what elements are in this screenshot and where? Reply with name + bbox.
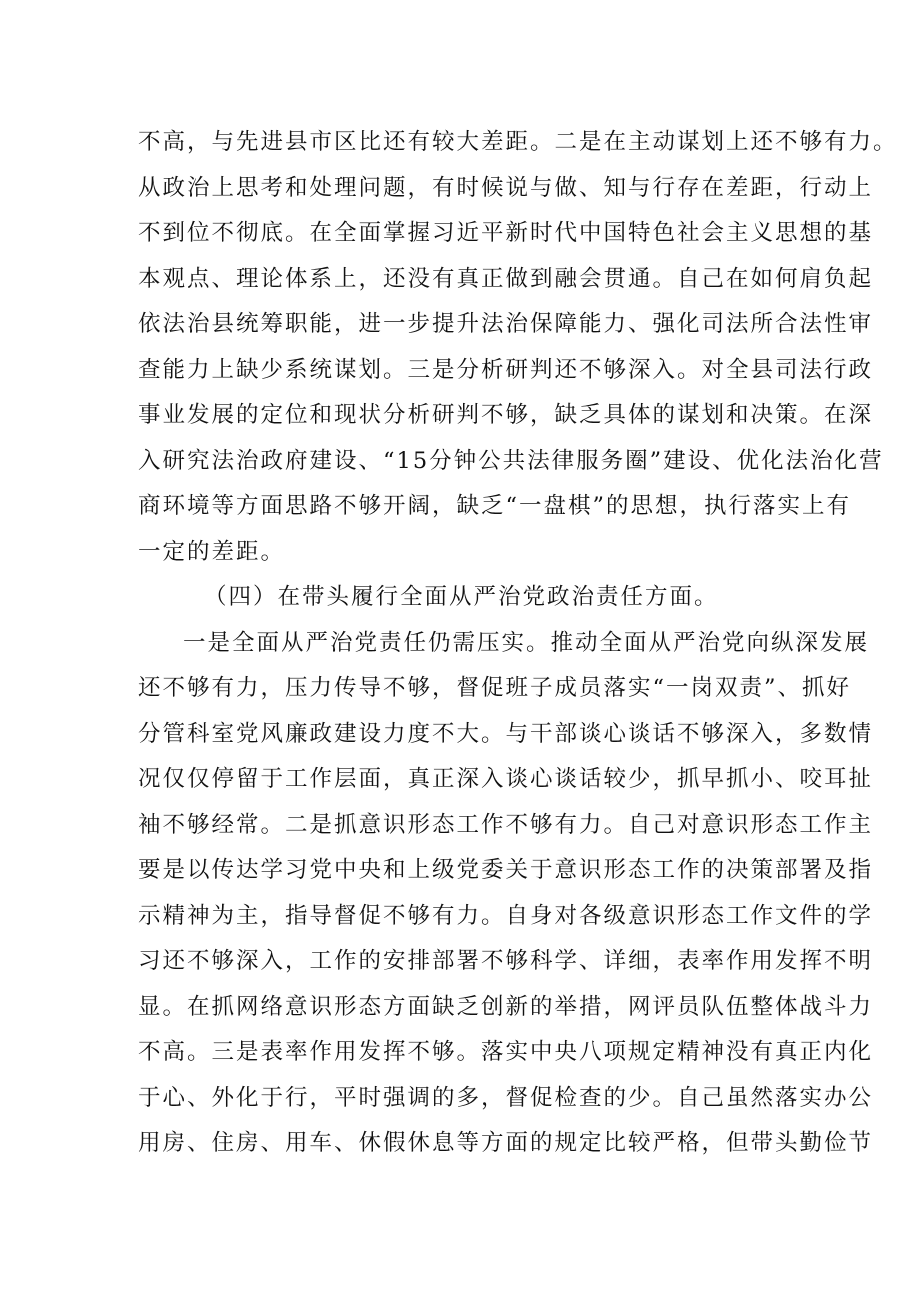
text-line: 商环境等方面思路不够开阔，缺乏“一盘棋”的思想，执行落实上有: [138, 493, 852, 519]
text-line: 从政治上思考和处理问题，有时候说与做、知与行存在差距，行动上: [138, 174, 874, 201]
text-line: 不到位不彻底。在全面掌握习近平新时代中国特色社会主义思想的基: [138, 220, 874, 246]
text-line: 于心、外化于行，平时强调的多，督促检查的少。自己虽然落实办公: [138, 1084, 874, 1111]
text-line: 分管科室党风廉政建设力度不大。与干部谈心谈话不够深入，多数情: [138, 720, 874, 747]
text-line: 袖不够经常。二是抓意识形态工作不够有力。自己对意识形态工作主: [138, 811, 874, 838]
document-body: [138, 120, 898, 1167]
text-line: 一定的差距。: [138, 538, 286, 565]
text-line: 示精神为主，指导督促不够有力。自身对各级意识形态工作文件的学: [138, 902, 874, 929]
text-line: 用房、住房、用车、休假休息等方面的规定比较严格，但带头勤俭节: [138, 1130, 874, 1156]
text-line: 查能力上缺少系统谋划。三是分析研判还不够深入。对全县司法行政: [138, 356, 874, 383]
text-line: 依法治县统筹职能，进一步提升法治保障能力、强化司法所合法性审: [138, 311, 874, 337]
text-line: 习还不够深入，工作的安排部署不够科学、详细，表率作用发挥不明: [138, 948, 874, 974]
text-line: 还不够有力，压力传导不够，督促班子成员落实“一岗双责”、抓好: [138, 675, 852, 701]
text-line: 要是以传达学习党中央和上级党委关于意识形态工作的决策部署及指: [138, 857, 874, 883]
text-line: 不高，与先进县市区比还有较大差距。二是在主动谋划上还不够有力。: [138, 129, 898, 155]
paragraph-first-line: 一是全面从严治党责任仍需压实。推动全面从严治党向纵深发展: [183, 629, 870, 656]
text-line: 不高。三是表率作用发挥不够。落实中央八项规定精神没有真正内化: [138, 1039, 874, 1065]
text-line: 入研究法治政府建设、“15分钟公共法律服务圈”建设、优化法治化营: [138, 447, 884, 474]
text-line: 显。在抓网络意识形态方面缺乏创新的举措，网评员队伍整体战斗力: [138, 993, 874, 1020]
section-heading: （四）在带头履行全面从严治党政治责任方面。: [204, 584, 719, 610]
text-line: 况仅仅停留于工作层面，真正深入谈心谈话较少，抓早抓小、咬耳扯: [138, 766, 874, 792]
text-line: 事业发展的定位和现状分析研判不够，缺乏具体的谋划和决策。在深: [138, 402, 874, 428]
text-line: 本观点、理论体系上，还没有真正做到融会贯通。自己在如何肩负起: [138, 265, 874, 292]
